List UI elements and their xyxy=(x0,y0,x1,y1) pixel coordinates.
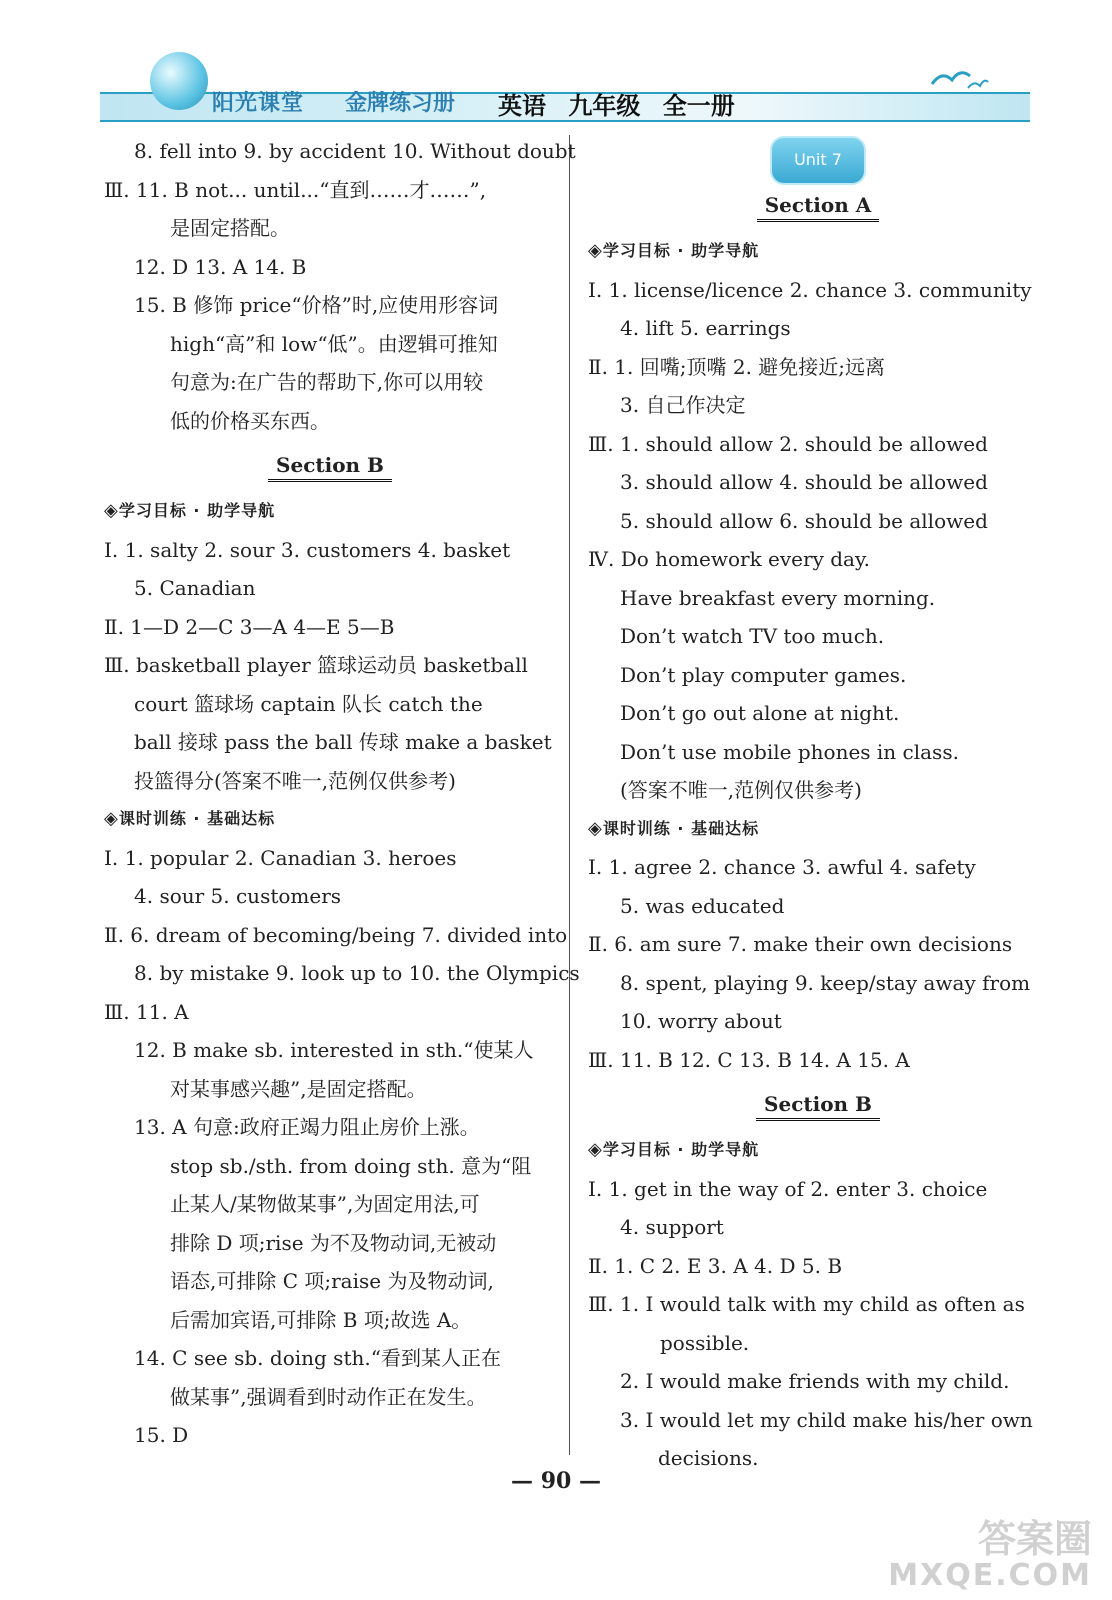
guide-heading: ◈学习目标 · 助学导航 xyxy=(588,240,760,261)
answer-line: 4. support xyxy=(620,1215,724,1239)
answer-line: 止某人/某物做某事”,为固定用法,可 xyxy=(170,1192,480,1216)
answer-line: Ⅳ. Do homework every day. xyxy=(588,547,870,571)
answer-line: ball 接球 pass the ball 传球 make a basket xyxy=(134,730,552,754)
guide-heading: ◈课时训练 · 基础达标 xyxy=(104,808,276,829)
answer-line: 句意为:在广告的帮助下,你可以用较 xyxy=(170,370,484,394)
answer-line: 8. spent, playing 9. keep/stay away from xyxy=(620,970,1031,995)
answer-line: Don’t watch TV too much. xyxy=(620,624,885,648)
answer-line: Ⅲ. 11. B not... until...“直到……才……”, xyxy=(104,177,487,202)
guide-heading: ◈学习目标 · 助学导航 xyxy=(104,500,276,521)
answer-line: 4. lift 5. earrings xyxy=(620,316,791,340)
book-title: 英语 九年级 全一册 xyxy=(498,92,735,120)
answer-line: 5. should allow 6. should be allowed xyxy=(620,508,988,533)
diamond-icon: ◈ xyxy=(104,500,119,521)
answer-line: 10. worry about xyxy=(620,1009,782,1033)
answer-line: 2. I would make friends with my child. xyxy=(620,1369,1010,1393)
answer-line: 做某事”,强调看到时动作正在发生。 xyxy=(170,1384,487,1409)
answer-line: Don’t play computer games. xyxy=(620,662,907,687)
brand-name: 阳光课堂 xyxy=(212,91,305,116)
answer-line: 投篮得分(答案不唯一,范例仅供参考) xyxy=(134,768,456,793)
answer-line: 4. sour 5. customers xyxy=(134,884,342,908)
answer-line: 12. D 13. A 14. B xyxy=(134,254,307,279)
section-heading: Section B xyxy=(588,1085,1048,1121)
answer-line: 3. 自己作决定 xyxy=(620,393,746,417)
birds-icon xyxy=(930,64,990,101)
answer-line: Don’t use mobile phones in class. xyxy=(620,739,959,764)
guide-heading: ◈学习目标 · 助学导航 xyxy=(588,1139,760,1160)
section-heading: Section A xyxy=(588,186,1048,222)
answer-line: 5. Canadian xyxy=(134,576,256,600)
answer-line: Ⅱ. 1. 回嘴;顶嘴 2. 避免接近;远离 xyxy=(588,354,886,379)
diamond-icon: ◈ xyxy=(588,817,603,839)
answer-line: 12. B make sb. interested in sth.“使某人 xyxy=(134,1038,534,1062)
answer-line: 14. C see sb. doing sth.“看到某人正在 xyxy=(134,1346,501,1370)
answer-line: Ⅲ. 1. should allow 2. should be allowed xyxy=(588,431,988,456)
watermark-text: 答案圈 xyxy=(977,1517,1092,1561)
page-number: — 90 — xyxy=(511,1468,601,1494)
diamond-icon: ◈ xyxy=(588,240,603,261)
answer-line: 15. D xyxy=(134,1423,189,1447)
answer-line: Don’t go out alone at night. xyxy=(620,701,900,725)
answer-line: Ⅲ. 11. A xyxy=(104,999,189,1024)
left-column xyxy=(104,132,580,1455)
answer-line: Ⅱ. 1—D 2—C 3—A 4—E 5—B xyxy=(104,614,395,639)
right-column xyxy=(588,132,1048,1478)
unit-badge: Unit 7 xyxy=(588,132,1048,180)
answer-line: 13. A 句意:政府正竭力阻止房价上涨。 xyxy=(134,1115,480,1139)
answer-line: stop sb./sth. from doing sth. 意为“阻 xyxy=(170,1153,532,1178)
answer-line: Ⅲ. basketball player 篮球运动员 basketball xyxy=(104,653,528,677)
guide-heading: ◈课时训练 · 基础达标 xyxy=(588,817,760,839)
answer-line: (答案不唯一,范例仅供参考) xyxy=(620,778,862,802)
answer-line: 低的价格买东西。 xyxy=(170,408,330,433)
answer-line: 15. B 修饰 price“价格”时,应使用形容词 xyxy=(134,293,499,317)
answer-line: possible. xyxy=(660,1330,750,1355)
answer-line: 3. I would let my child make his/her own xyxy=(620,1407,1033,1432)
watermark-url: MXQE.COM xyxy=(888,1557,1092,1593)
globe-logo-icon xyxy=(150,52,208,110)
answer-line: 是固定搭配。 xyxy=(170,216,290,240)
column-divider xyxy=(569,135,570,1455)
answer-line: Ⅲ. 1. I would talk with my child as often as xyxy=(588,1292,1025,1316)
answer-line: Ⅰ. 1. get in the way of 2. enter 3. choice xyxy=(588,1176,988,1201)
answer-line: 8. by mistake 9. look up to 10. the Olympics xyxy=(134,961,580,985)
answer-line: Ⅱ. 6. dream of becoming/being 7. divided into xyxy=(104,922,568,947)
section-heading: Section B xyxy=(104,446,556,482)
answer-line: Ⅲ. 11. B 12. C 13. B 14. A 15. A xyxy=(588,1047,910,1072)
answer-line: 5. was educated xyxy=(620,893,785,918)
answer-line: high“高”和 low“低”。由逻辑可推知 xyxy=(170,331,498,356)
watermark-logo xyxy=(888,1517,1092,1593)
answer-line: 3. should allow 4. should be allowed xyxy=(620,470,988,494)
answer-line: Ⅰ. 1. salty 2. sour 3. customers 4. basket xyxy=(104,537,511,562)
answer-line: Have breakfast every morning. xyxy=(620,585,936,610)
answer-line: court 篮球场 captain 队长 catch the xyxy=(134,691,483,716)
answer-line: 语态,可排除 C 项;raise 为及物动词, xyxy=(170,1269,494,1293)
answer-line: Ⅰ. 1. popular 2. Canadian 3. heroes xyxy=(104,845,457,870)
answer-line: Ⅱ. 6. am sure 7. make their own decisions xyxy=(588,932,1013,956)
answer-line: decisions. xyxy=(658,1446,759,1470)
answer-line: Ⅰ. 1. license/licence 2. chance 3. community xyxy=(588,277,1032,302)
answer-line: 对某事感兴趣”,是固定搭配。 xyxy=(170,1076,427,1101)
answer-line: 后需加宾语,可排除 B 项;故选 A。 xyxy=(170,1307,472,1332)
answer-line: 8. fell into 9. by accident 10. Without doubt xyxy=(134,139,576,163)
answer-line: Ⅰ. 1. agree 2. chance 3. awful 4. safety xyxy=(588,855,976,879)
answer-line: Ⅱ. 1. C 2. E 3. A 4. D 5. B xyxy=(588,1253,843,1278)
diamond-icon: ◈ xyxy=(104,808,119,829)
answer-line: 排除 D 项;rise 为不及物动词,无被动 xyxy=(170,1230,497,1255)
diamond-icon: ◈ xyxy=(588,1139,603,1160)
page-header xyxy=(100,42,1030,124)
series-name: 金牌练习册 xyxy=(345,91,456,116)
